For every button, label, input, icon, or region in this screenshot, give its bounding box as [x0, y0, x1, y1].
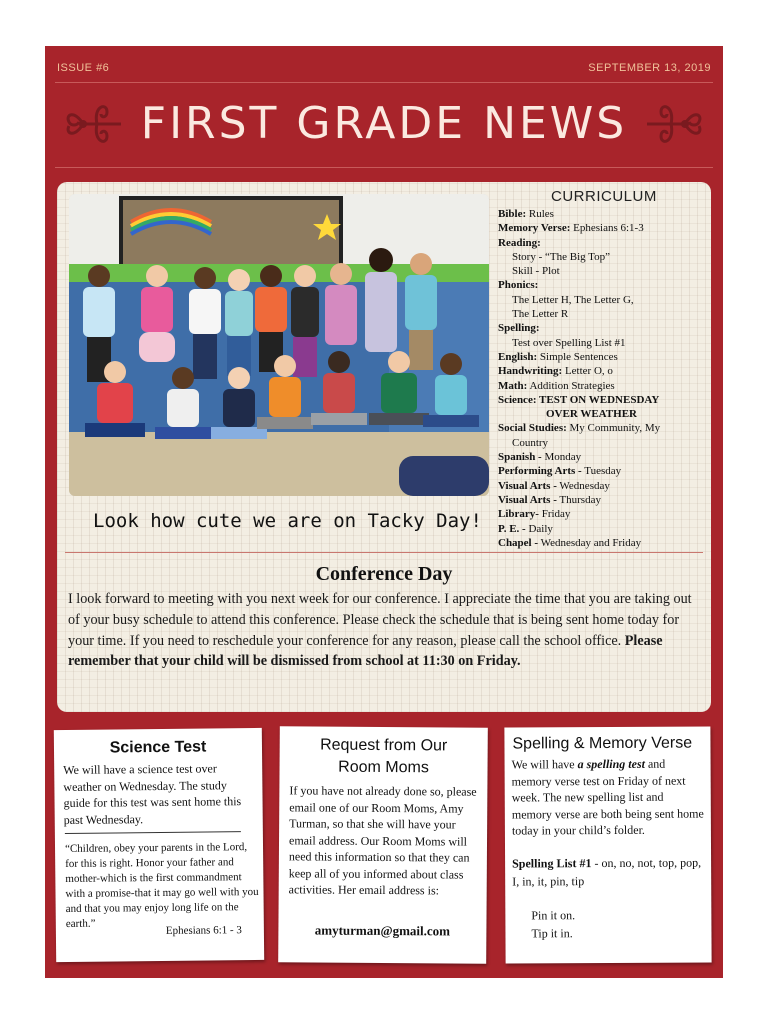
spelling-list-words: - on, no, not, top, pop, I, in, it, pin, tip [512, 855, 702, 889]
room-moms-text: If you have not already done so, please email one of our Room Moms, Amy Turman, so that she will have your email address. Our Room Moms will need this information so that they can keep all of you informed about class activities. Her email address is: [288, 783, 477, 898]
room-moms-title-line1: Request from Our [320, 736, 448, 755]
curriculum-row-text: The Letter R [512, 308, 569, 321]
curriculum-row [498, 221, 708, 235]
header-rule-top [55, 82, 713, 83]
newsletter-frame [45, 46, 723, 978]
curriculum-row-label: Social Studies: [498, 422, 567, 435]
curriculum-row [498, 421, 708, 435]
spelling-text-after: and memory verse test on Friday of next week. The new spelling list and memory verse are both being sent home today in your child’s folder. [511, 756, 704, 838]
curriculum-row [498, 522, 708, 536]
issue-date: SEPTEMBER 13, 2019 [588, 62, 711, 74]
conference-body [68, 589, 700, 672]
card-divider [65, 831, 241, 834]
curriculum-row-text: Wednesday [556, 479, 610, 492]
verse-quote: “Children, obey your parents in the Lord, for this is right. Honor your father and mother-which is the first commandment with a promise-that it may go well with you and that you may enjoy long life on the earth.” [64, 841, 259, 930]
curriculum-row [498, 464, 708, 478]
curriculum-row [498, 350, 708, 364]
spelling-card [504, 726, 711, 963]
conference-dismissal-note: Please remember that your child will be dismissed from school at 11:30 on Friday. [68, 632, 663, 670]
curriculum-row-label: Memory Verse: [498, 222, 571, 235]
spelling-text-emphasis: a spelling test [577, 756, 645, 772]
newsletter-title: FIRST GRADE NEWS [140, 98, 628, 149]
curriculum-row [498, 250, 708, 264]
curriculum-row-label: Library- [498, 508, 539, 521]
curriculum-row-text: OVER WEATHER [546, 408, 637, 421]
science-test-title: Science Test [109, 738, 207, 757]
curriculum-row [498, 364, 708, 378]
curriculum-row-text: Monday [541, 451, 582, 464]
science-test-card [54, 728, 264, 962]
curriculum-row-text: Addition Strategies [527, 379, 615, 392]
curriculum-row-text: Letter O, o [562, 365, 613, 378]
curriculum-row-text: Country [512, 436, 549, 449]
curriculum-row [498, 264, 708, 278]
curriculum-row-label: Visual Arts - [498, 493, 557, 506]
curriculum-row [498, 293, 708, 307]
curriculum-row-text: Story - “The Big Top” [512, 250, 611, 263]
spelling-sentence-2: Tip it in. [531, 926, 573, 941]
curriculum-title: CURRICULUM [551, 188, 657, 205]
section-divider [65, 552, 703, 553]
curriculum-row-text: Simple Sentences [537, 350, 618, 363]
spelling-text-before: We will have [511, 757, 578, 772]
science-test-text: We will have a science test over weather on Wednesday. The study guide for this test was sent home this past Wednesday. [63, 761, 242, 827]
curriculum-row [498, 207, 708, 221]
spelling-list [512, 853, 708, 890]
curriculum-row-label: Science: [498, 393, 537, 406]
spelling-sentence-1: Pin it on. [531, 908, 576, 923]
curriculum-row-text: My Community, My [566, 422, 661, 435]
curriculum-row [498, 450, 708, 464]
curriculum-row-label: Reading: [498, 236, 541, 249]
curriculum-row-text: Daily [525, 522, 553, 535]
curriculum-row [498, 278, 708, 292]
curriculum-row [498, 321, 708, 335]
conference-title: Conference Day [315, 563, 453, 585]
curriculum-row [498, 336, 708, 350]
curriculum-row-text: Tuesday [581, 465, 622, 478]
curriculum-row-label: P. E. - [498, 522, 526, 535]
curriculum-row-text: The Letter H, The Letter G, [512, 293, 634, 306]
issue-number: ISSUE #6 [57, 62, 110, 74]
curriculum-row-text: Wednesday and Friday [538, 536, 642, 549]
class-photo [69, 194, 489, 496]
curriculum-row-label: Spanish - [498, 451, 542, 464]
room-moms-title [279, 734, 487, 779]
spelling-list-label: Spelling List #1 [512, 856, 592, 871]
curriculum-row-text: Ephesians 6:1-3 [570, 222, 644, 235]
curriculum-row-text: Skill - Plot [512, 265, 560, 278]
curriculum-row-label: Chapel - [498, 536, 539, 549]
curriculum-row [498, 379, 708, 393]
curriculum-row-label: Bible: [498, 208, 527, 220]
curriculum-row [498, 436, 708, 450]
curriculum-row [498, 536, 708, 550]
header-rule-bottom [55, 167, 713, 168]
main-panel [57, 182, 711, 712]
curriculum-row-label: Handwriting: [498, 365, 563, 378]
curriculum-row-text: Rules [526, 208, 554, 220]
verse-reference: Ephesians 6:1 - 3 [165, 924, 242, 937]
photo-caption: Look how cute we are on Tacky Day! [93, 510, 482, 532]
room-moms-card [278, 726, 488, 963]
curriculum-row-label: Math: [498, 379, 528, 392]
spelling-text [512, 755, 704, 839]
fleur-ornament-right-icon [645, 96, 705, 152]
curriculum-row [498, 479, 708, 493]
curriculum-row [498, 493, 708, 507]
curriculum-row-label: Phonics: [498, 279, 539, 292]
curriculum-row-label: Spelling: [498, 322, 540, 335]
curriculum-row-label: Performing Arts - [498, 465, 582, 478]
spelling-title: Spelling & Memory Verse [512, 734, 693, 753]
spelling-sentences [531, 906, 575, 942]
curriculum-row [498, 236, 708, 250]
curriculum-row-label: Visual Arts - [498, 479, 557, 492]
curriculum-row-text: TEST ON WEDNESDAY [536, 393, 660, 406]
curriculum-row-text: Test over Spelling List #1 [512, 336, 626, 349]
room-mom-email[interactable]: amyturman@gmail.com [314, 922, 451, 939]
room-moms-title-line2: Room Moms [338, 758, 429, 777]
curriculum-row [498, 407, 708, 421]
curriculum-row [498, 307, 708, 321]
curriculum-row-label: English: [498, 350, 538, 363]
curriculum-row [498, 393, 708, 407]
curriculum-row-text: Friday [538, 508, 571, 521]
conference-text: I look forward to meeting with you next week for our conference. I appreciate the time that you are taking out of your busy schedule to attend this conference. Please check the schedule that is being sent home today for your time. If you need to reschedule your conference for any reason, please call the school office. [68, 591, 692, 649]
curriculum-row-text: Thursday [556, 493, 601, 506]
curriculum-row [498, 507, 708, 521]
curriculum-list [498, 207, 708, 550]
